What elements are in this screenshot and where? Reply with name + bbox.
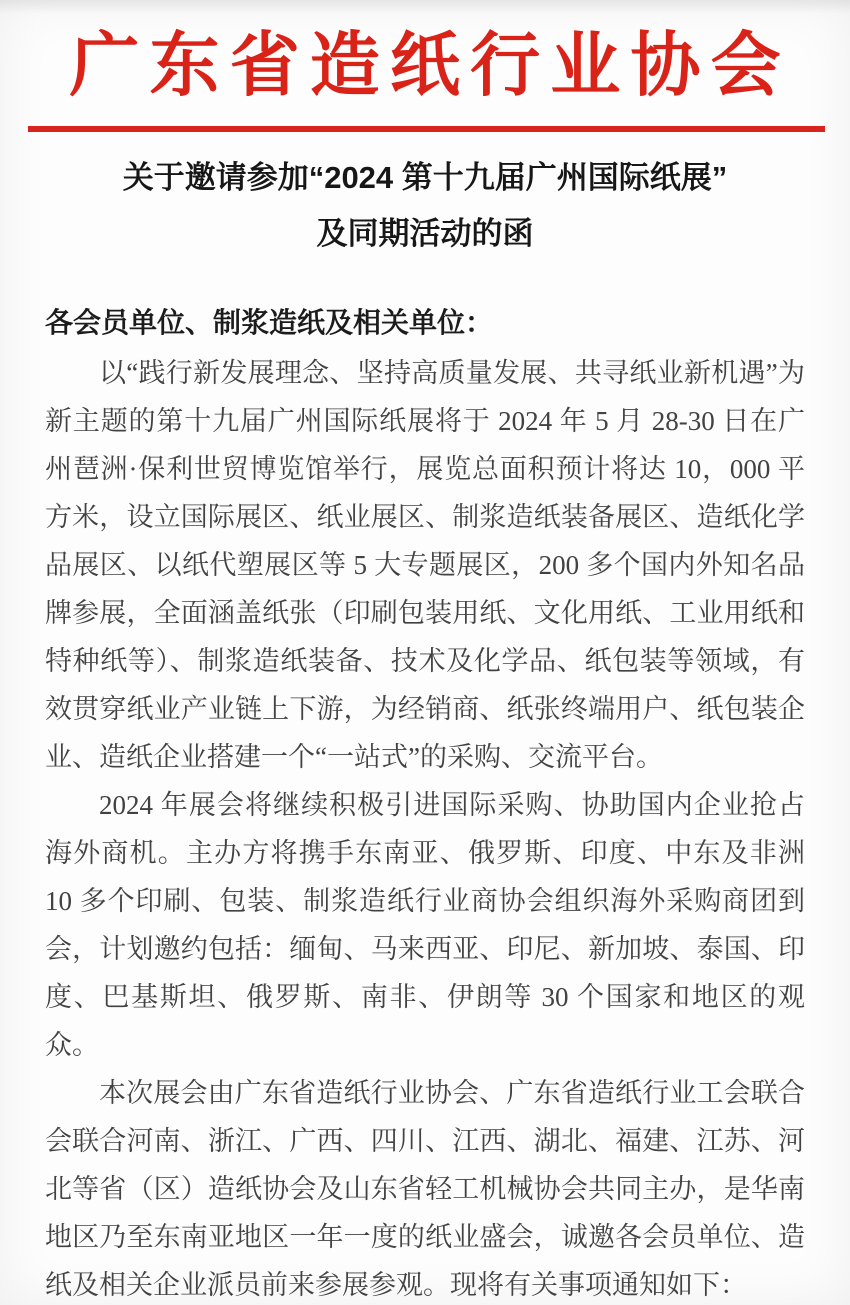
- letterhead: [45, 30, 805, 132]
- document-title: [45, 150, 805, 262]
- letter-body: [45, 349, 805, 1305]
- salutation: 各会员单位、制浆造纸及相关单位：: [45, 307, 494, 338]
- letterhead-rule: [28, 126, 825, 132]
- paragraph-overview: 以“践行新发展理念、坚持高质量发展、共寻纸业新机遇”为新主题的第十九届广州国际纸展将于 2024 年 5 月 28-30 日在广州琶洲·保利世贸博览馆举行，展览总面积预计将达 10，000 平方米，设立国际展区、纸业展区、制浆造纸装备展区、造纸化学品展区、以纸代塑展区等 5 大专题展区，200 多个国内外知名品牌参展，全面涵盖纸张（印刷包装用纸、文化用纸、工业用纸和特种纸等）、制浆造纸装备、技术及化学品、纸包装等领域，有效贯穿纸业产业链上下游，为经销商、纸张终端用户、纸包装企业、造纸企业搭建一个“一站式”的采购、交流平台。: [45, 358, 805, 772]
- paragraph-organizers: 本次展会由广东省造纸行业协会、广东省造纸行业工会联合会联合河南、浙江、广西、四川、江西、湖北、福建、江苏、河北等省（区）造纸协会及山东省轻工机械协会共同主办，是华南地区乃至东南亚地区一年一度的纸业盛会，诚邀各会员单位、造纸及相关企业派员前来参展参观。现将有关事项通知如下：: [45, 1078, 805, 1300]
- document-title-line-2: 及同期活动的函: [316, 216, 534, 251]
- org-name-title: 广东省造纸行业协会: [69, 28, 791, 105]
- paragraph-international-buyers: 2024 年展会将继续积极引进国际采购、协助国内企业抢占海外商机。主办方将携手东南亚、俄罗斯、印度、中东及非洲 10 多个印刷、包装、制浆造纸行业商协会组织海外采购商团到会，计划邀约包括：缅甸、马来西亚、印尼、新加坡、泰国、印度、巴基斯坦、俄罗斯、南非、伊朗等 30 个国家和地区的观众。: [45, 790, 805, 1060]
- document-title-line-1: 关于邀请参加“2024 第十九届广州国际纸展”: [122, 160, 728, 195]
